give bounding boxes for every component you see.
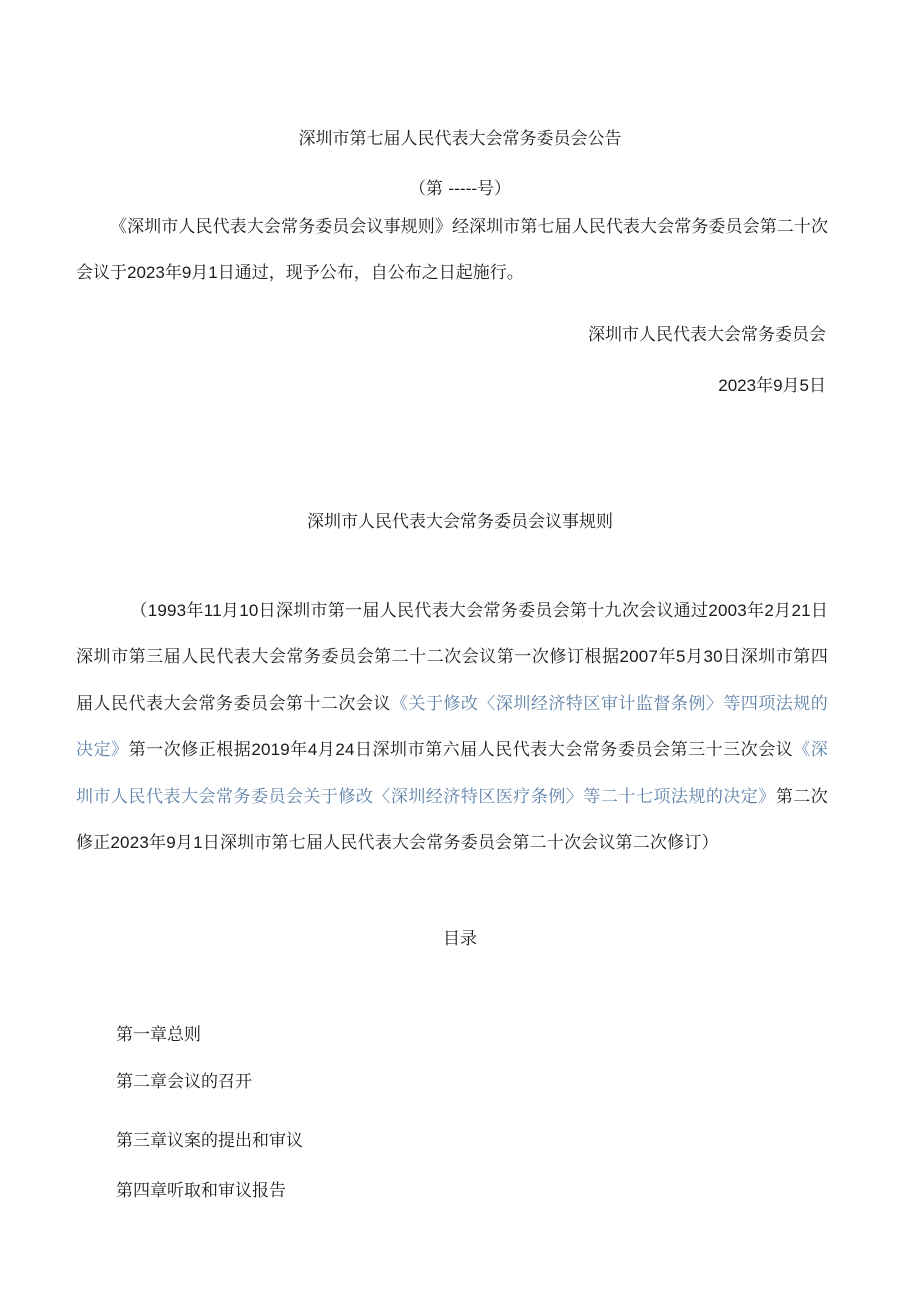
amendment-link-medical[interactable]: 《深圳市人民代表大会常务委员会关于修改〈深圳经济特区医疗条例〉等二十七项法规的决定》 bbox=[76, 740, 828, 807]
toc-item[interactable]: 第二章会议的召开 bbox=[116, 1072, 252, 1092]
announcement-title: 深圳市第七届人民代表大会常务委员会公告 bbox=[298, 129, 622, 149]
toc-title: 目录 bbox=[443, 929, 477, 949]
rules-history: （1993年11月10日深圳市第一届人民代表大会常务委员会第十九次会议通过2003年2月21日深圳市第三届人民代表大会常务委员会第二十二次会议第一次修订根据2007年5月30日深圳市第四届人民代表大会常务委员会第十二次会议《关于修改〈深圳经济特区审计监督条例〉等四项法规的决定》第一次修正根据2019年4月24日深圳市第六届人民代表大会常务委员会第三十三次会议《深圳市人民代表大会常务委员会关于修改〈深圳经济特区医疗条例〉等二十七项法规的决定》第二次修正2023年9月1日深圳市第七届人民代表大会常务委员会第二十次会议第二次修订） bbox=[76, 601, 829, 854]
rules-title: 深圳市人民代表大会常务委员会议事规则 bbox=[307, 512, 613, 532]
amendment-link-audit[interactable]: 《关于修改〈深圳经济特区审计监督条例〉等四项法规的决定》 bbox=[76, 693, 829, 761]
toc-item[interactable]: 第四章听取和审议报告 bbox=[116, 1181, 286, 1201]
announcement-body: 《深圳市人民代表大会常务委员会议事规则》经深圳市第七届人民代表大会常务委员会第二十次会议于2023年9月1日通过，现予公布，自公布之日起施行。 bbox=[76, 217, 828, 283]
toc-item[interactable]: 第一章总则 bbox=[116, 1025, 201, 1045]
announcement-signer: 深圳市人民代表大会常务委员会 bbox=[588, 325, 826, 345]
announcement-number: （第 -----号） bbox=[408, 179, 512, 199]
toc-item[interactable]: 第三章议案的提出和审议 bbox=[116, 1131, 303, 1151]
announcement-date: 2023年9月5日 bbox=[718, 376, 826, 396]
